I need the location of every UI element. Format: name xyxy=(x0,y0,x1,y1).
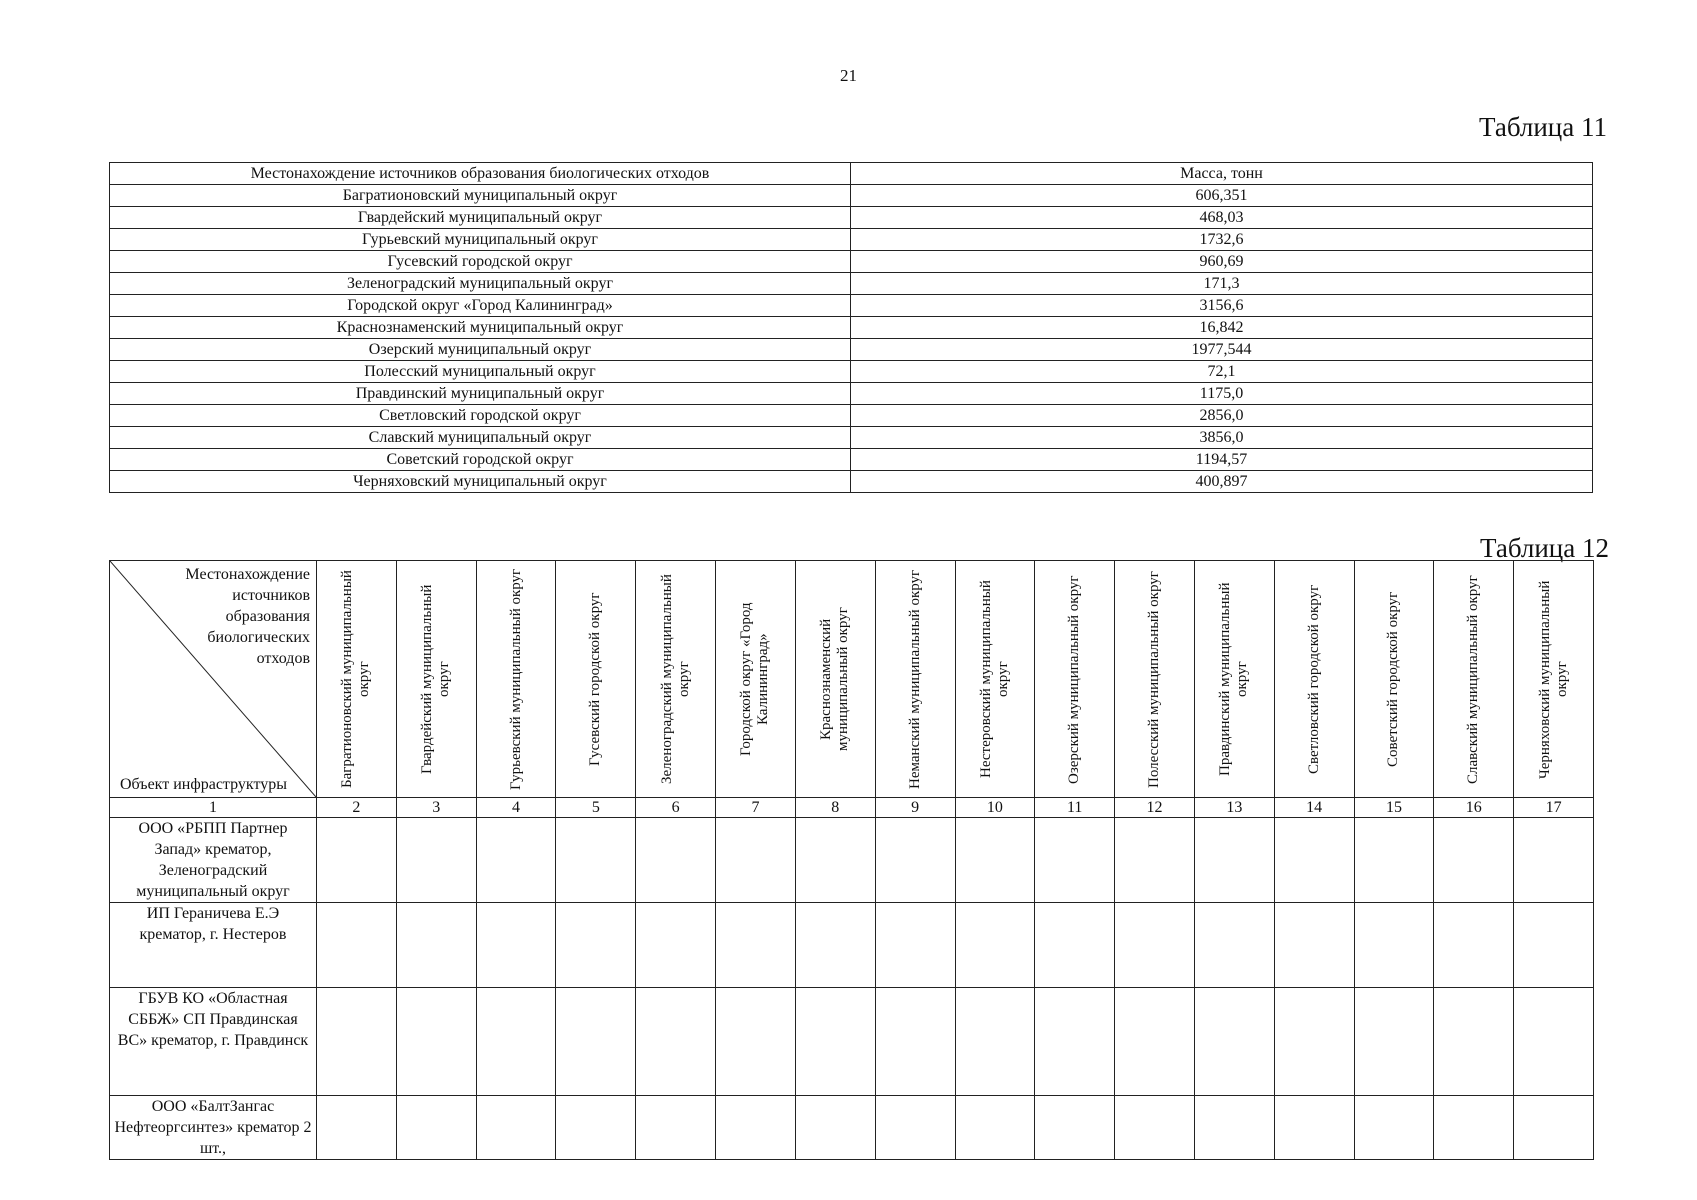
table-11-row xyxy=(110,427,1593,449)
table-11-row xyxy=(110,185,1593,207)
table-12-cell xyxy=(795,903,875,988)
table-11-row xyxy=(110,251,1593,273)
district-column-header xyxy=(1274,561,1354,798)
table-11-row xyxy=(110,383,1593,405)
table-12-cell xyxy=(1035,1096,1115,1160)
mass-value: 3856,0 xyxy=(851,427,1593,449)
district-column-label: Гвардейский муниципальный округ xyxy=(419,584,453,774)
table-12-cell xyxy=(1274,1096,1354,1160)
mass-value: 1194,57 xyxy=(851,449,1593,471)
table-12-cell xyxy=(1274,818,1354,903)
column-number: 6 xyxy=(636,798,716,818)
table-12-cell xyxy=(1035,818,1115,903)
table-11-row xyxy=(110,405,1593,427)
table-12-cell xyxy=(716,988,796,1096)
table-11-row xyxy=(110,295,1593,317)
district-column-header xyxy=(1035,561,1115,798)
column-number: 10 xyxy=(955,798,1035,818)
district-column-label: Багратионовский муниципальный округ xyxy=(339,570,373,788)
table-12-header-row xyxy=(110,561,1594,798)
infrastructure-object: ООО «БалтЗангас Нефтеоргсинтез» крематор 2 шт., xyxy=(110,1096,317,1160)
table-12-cell xyxy=(1194,903,1274,988)
district-column-header xyxy=(476,561,556,798)
table-12-cell xyxy=(1434,1096,1514,1160)
table-11-caption: Таблица 11 xyxy=(1479,112,1607,142)
district-column-label: Славский муниципальный округ xyxy=(1465,574,1482,784)
table-12-cell xyxy=(396,1096,476,1160)
district-column-label: Гурьевский муниципальный округ xyxy=(507,568,524,790)
table-12-cell xyxy=(875,1096,955,1160)
table-11-header-row xyxy=(110,163,1593,185)
district-column-header xyxy=(1514,561,1594,798)
table-12-cell xyxy=(317,818,397,903)
table-12-caption: Таблица 12 xyxy=(1480,533,1609,563)
column-number: 14 xyxy=(1274,798,1354,818)
district-name: Правдинский муниципальный округ xyxy=(110,383,851,405)
table-11 xyxy=(109,162,1593,493)
column-number: 9 xyxy=(875,798,955,818)
table-12-cell xyxy=(1194,818,1274,903)
district-column-header xyxy=(317,561,397,798)
mass-value: 400,897 xyxy=(851,471,1593,493)
district-column-label: Краснознаменский муниципальный округ xyxy=(818,607,852,751)
table-12-cell xyxy=(556,988,636,1096)
table-12-cell xyxy=(1035,903,1115,988)
mass-value: 1732,6 xyxy=(851,229,1593,251)
table-12-cell xyxy=(396,818,476,903)
table-11-header-mass: Масса, тонн xyxy=(851,163,1593,185)
corner-object-label: Объект инфраструктуры xyxy=(120,776,287,793)
table-12-cell xyxy=(875,903,955,988)
table-12-cell xyxy=(955,988,1035,1096)
corner-location-label: Местонахождение источников образования биологических отходов xyxy=(185,566,310,667)
table-12-cell xyxy=(1354,903,1434,988)
table-12-cell xyxy=(556,903,636,988)
mass-value: 606,351 xyxy=(851,185,1593,207)
district-column-label: Светловский городской округ xyxy=(1305,584,1322,774)
table-12-cell xyxy=(1115,818,1195,903)
mass-value: 960,69 xyxy=(851,251,1593,273)
table-12-cell xyxy=(795,1096,875,1160)
mass-value: 16,842 xyxy=(851,317,1593,339)
column-number: 3 xyxy=(396,798,476,818)
column-number: 15 xyxy=(1354,798,1434,818)
table-12-cell xyxy=(396,988,476,1096)
page-number: 21 xyxy=(840,66,857,85)
district-name: Багратионовский муниципальный округ xyxy=(110,185,851,207)
table-11-row xyxy=(110,229,1593,251)
table-12-cell xyxy=(955,903,1035,988)
infrastructure-object: ИП Гераничева Е.Э крематор, г. Нестеров xyxy=(110,903,317,988)
district-column-label: Черняховский муниципальный округ xyxy=(1536,579,1570,779)
table-12-cell xyxy=(317,988,397,1096)
table-12-cell xyxy=(396,903,476,988)
table-11-row xyxy=(110,361,1593,383)
table-12-corner-cell xyxy=(110,561,317,798)
table-11-row xyxy=(110,471,1593,493)
table-12-cell xyxy=(1514,1096,1594,1160)
district-name: Гурьевский муниципальный округ xyxy=(110,229,851,251)
column-number: 16 xyxy=(1434,798,1514,818)
infrastructure-object: ГБУВ КО «Областная СББЖ» СП Правдинская ВС» крематор, г. Правдинск xyxy=(110,988,317,1096)
table-12-cell xyxy=(1115,1096,1195,1160)
table-11-row xyxy=(110,273,1593,295)
table-12-cell xyxy=(636,988,716,1096)
table-12-cell xyxy=(1514,903,1594,988)
district-column-header xyxy=(795,561,875,798)
district-name: Славский муниципальный округ xyxy=(110,427,851,449)
table-12-cell xyxy=(1115,988,1195,1096)
district-column-label: Советский городской округ xyxy=(1385,591,1402,767)
district-name: Гусевский городской округ xyxy=(110,251,851,273)
table-12-cell xyxy=(955,818,1035,903)
district-column-label: Нестеровский муниципальный округ xyxy=(977,580,1011,778)
district-column-header xyxy=(716,561,796,798)
table-12-cell xyxy=(1514,988,1594,1096)
district-column-header xyxy=(556,561,636,798)
district-name: Полесский муниципальный округ xyxy=(110,361,851,383)
table-12-cell xyxy=(716,1096,796,1160)
table-11-row xyxy=(110,339,1593,361)
table-12-cell xyxy=(716,818,796,903)
district-column-header xyxy=(1115,561,1195,798)
district-column-label: Городской округ «Город Калининград» xyxy=(738,602,772,756)
table-11-row xyxy=(110,317,1593,339)
table-12-cell xyxy=(716,903,796,988)
table-12-cell xyxy=(875,818,955,903)
district-column-label: Зеленоградский муниципальный округ xyxy=(658,574,692,784)
district-name: Советский городской округ xyxy=(110,449,851,471)
table-12-cell xyxy=(556,818,636,903)
table-12-cell xyxy=(1434,818,1514,903)
table-12-cell xyxy=(317,1096,397,1160)
mass-value: 171,3 xyxy=(851,273,1593,295)
district-column-header xyxy=(1354,561,1434,798)
table-12-cell xyxy=(1194,1096,1274,1160)
table-12-cell xyxy=(636,1096,716,1160)
column-number: 17 xyxy=(1514,798,1594,818)
infrastructure-object: ООО «РБПП Партнер Запад» крематор, Зеленоградский муниципальный округ xyxy=(110,818,317,903)
table-12-cell xyxy=(1434,988,1514,1096)
district-column-label: Гусевский городской округ xyxy=(587,592,604,766)
district-column-header xyxy=(955,561,1035,798)
table-12-cell xyxy=(1354,1096,1434,1160)
column-number: 2 xyxy=(317,798,397,818)
table-12 xyxy=(109,560,1594,1160)
column-number: 4 xyxy=(476,798,556,818)
table-12-cell xyxy=(636,903,716,988)
district-name: Зеленоградский муниципальный округ xyxy=(110,273,851,295)
district-column-header xyxy=(1194,561,1274,798)
table-12-cell xyxy=(1514,818,1594,903)
table-12-cell xyxy=(1354,988,1434,1096)
table-12-cell xyxy=(795,818,875,903)
mass-value: 72,1 xyxy=(851,361,1593,383)
table-12-cell xyxy=(1434,903,1514,988)
district-column-header xyxy=(396,561,476,798)
table-12-cell xyxy=(1035,988,1115,1096)
table-11-header-location: Местонахождение источников образования биологических отходов xyxy=(110,163,851,185)
column-number: 11 xyxy=(1035,798,1115,818)
district-column-label: Озерский муниципальный округ xyxy=(1066,574,1083,784)
table-12-cell xyxy=(1274,988,1354,1096)
district-column-label: Неманский муниципальный округ xyxy=(906,569,923,789)
column-number: 13 xyxy=(1194,798,1274,818)
table-12-cell xyxy=(476,1096,556,1160)
table-11-row xyxy=(110,449,1593,471)
table-12-cell xyxy=(476,903,556,988)
table-12-row xyxy=(110,1096,1594,1160)
table-12-cell xyxy=(636,818,716,903)
mass-value: 1175,0 xyxy=(851,383,1593,405)
district-column-label: Полесский муниципальный округ xyxy=(1146,570,1163,788)
district-column-header xyxy=(875,561,955,798)
table-12-cell xyxy=(556,1096,636,1160)
district-name: Светловский городской округ xyxy=(110,405,851,427)
mass-value: 468,03 xyxy=(851,207,1593,229)
column-number: 12 xyxy=(1115,798,1195,818)
column-number: 7 xyxy=(716,798,796,818)
table-12-cell xyxy=(1274,903,1354,988)
district-name: Гвардейский муниципальный округ xyxy=(110,207,851,229)
table-12-row xyxy=(110,818,1594,903)
table-12-cell xyxy=(1115,903,1195,988)
table-12-cell xyxy=(317,903,397,988)
table-11-row xyxy=(110,207,1593,229)
table-12-cell xyxy=(476,988,556,1096)
mass-value: 2856,0 xyxy=(851,405,1593,427)
column-number: 5 xyxy=(556,798,636,818)
table-12-row xyxy=(110,988,1594,1096)
mass-value: 1977,544 xyxy=(851,339,1593,361)
column-number: 1 xyxy=(110,798,317,818)
district-column-header xyxy=(636,561,716,798)
column-number: 8 xyxy=(795,798,875,818)
table-12-cell xyxy=(476,818,556,903)
table-12-cell xyxy=(1194,988,1274,1096)
table-12-row xyxy=(110,903,1594,988)
table-12-cell xyxy=(875,988,955,1096)
district-name: Краснознаменский муниципальный округ xyxy=(110,317,851,339)
table-12-cell xyxy=(1354,818,1434,903)
table-12-cell xyxy=(955,1096,1035,1160)
table-12-number-row xyxy=(110,798,1594,818)
table-12-cell xyxy=(795,988,875,1096)
district-name: Озерский муниципальный округ xyxy=(110,339,851,361)
district-name: Городской округ «Город Калининград» xyxy=(110,295,851,317)
district-name: Черняховский муниципальный округ xyxy=(110,471,851,493)
district-column-header xyxy=(1434,561,1514,798)
mass-value: 3156,6 xyxy=(851,295,1593,317)
district-column-label: Правдинский муниципальный округ xyxy=(1217,582,1251,776)
